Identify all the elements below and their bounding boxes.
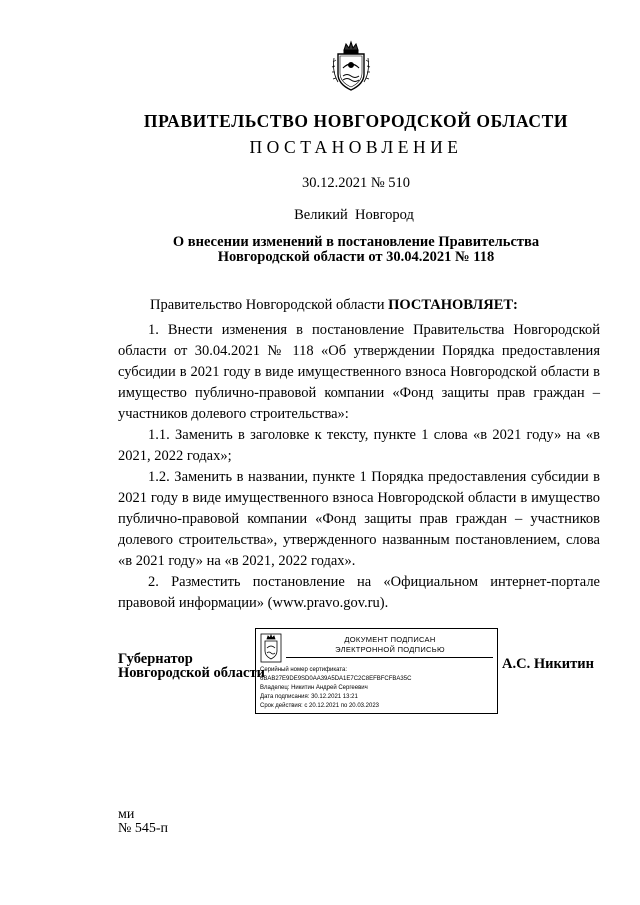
stamp-divider [286, 657, 493, 658]
document-subject [0, 235, 640, 265]
document-body [118, 320, 600, 614]
paragraph-2: 2. Разместить постановление на «Официальном интернет-портале правовой информации» (www.pravo.gov.ru). [118, 574, 600, 611]
document-title: ПРАВИТЕЛЬСТВО НОВГОРОДСКОЙ ОБЛАСТИ [143, 111, 569, 131]
paragraph-1-2: 1.2. Заменить в названии, пункте 1 Порядка предоставления субсидии в 2021 году в виде имущественного взноса Новгородской области в имущество публично-правовой компании «Фонд защиты прав граждан – участников долевого строительства», утвержденного названным постановлением, слова «в 2021 году» на «в 2021, 2022 годах». [118, 469, 600, 569]
signatory-position [118, 652, 265, 680]
certificate-label: Серийный номер сертификата: [260, 667, 348, 673]
stamp-heading-line-2: ЭЛЕКТРОННОЙ ПОДПИСЬЮ [335, 645, 445, 654]
certificate-owner: Владелец: Никитин Андрей Сергеевич [260, 685, 368, 691]
stamp-details [260, 666, 495, 711]
registration-number: № 545-п [118, 821, 169, 836]
paragraph-1: 1. Внести изменения в постановление Правительства Новгородской области от 30.04.2021 № 118 «Об утверждении Порядка предоставления субсидии в 2021 году в виде имущественного взноса Новгородской области в имущество публично-правовой компании «Фонд защиты прав граждан – участников долевого строительства»: [118, 322, 600, 422]
stamp-heading-line-1: ДОКУМЕНТ ПОДПИСАН [344, 635, 436, 644]
subject-line-1: О внесении изменений в постановление Правительства [172, 234, 540, 250]
preamble [150, 297, 518, 314]
date-number: 30.12.2021 № 510 [301, 175, 411, 191]
city: Великий Новгород [294, 207, 414, 223]
signed-date: Дата подписания: 30.12.2021 13:21 [260, 694, 358, 700]
document-footer [118, 808, 168, 836]
electronic-signature-stamp [255, 628, 498, 714]
preamble-decree: ПОСТАНОВЛЯЕТ: [388, 297, 518, 313]
stamp-heading [290, 635, 490, 655]
signatory-name: А.С. Никитин [502, 656, 594, 672]
document-type: ПОСТАНОВЛЕНИЕ [249, 137, 463, 157]
certificate-validity: Срок действия: с 20.12.2021 по 20.03.2023 [260, 703, 380, 709]
executor-initials: ми [118, 807, 135, 822]
coat-of-arms-icon [330, 38, 372, 94]
certificate-value: 6BAB27E9DE9SD0AA39A5DA1E7C2C8EFBFCFBA35C [260, 676, 412, 682]
paragraph-1-1: 1.1. Заменить в заголовке к тексту, пункте 1 слова «в 2021 году» на «в 2021, 2022 годах»; [118, 427, 600, 464]
coat-of-arms-icon [260, 633, 282, 663]
subject-line-2: Новгородской области от 30.04.2021 № 118 [217, 249, 495, 265]
preamble-text: Правительство Новгородской области [150, 297, 389, 313]
position-line-1: Губернатор [118, 651, 193, 667]
position-line-2: Новгородской области [118, 665, 265, 681]
